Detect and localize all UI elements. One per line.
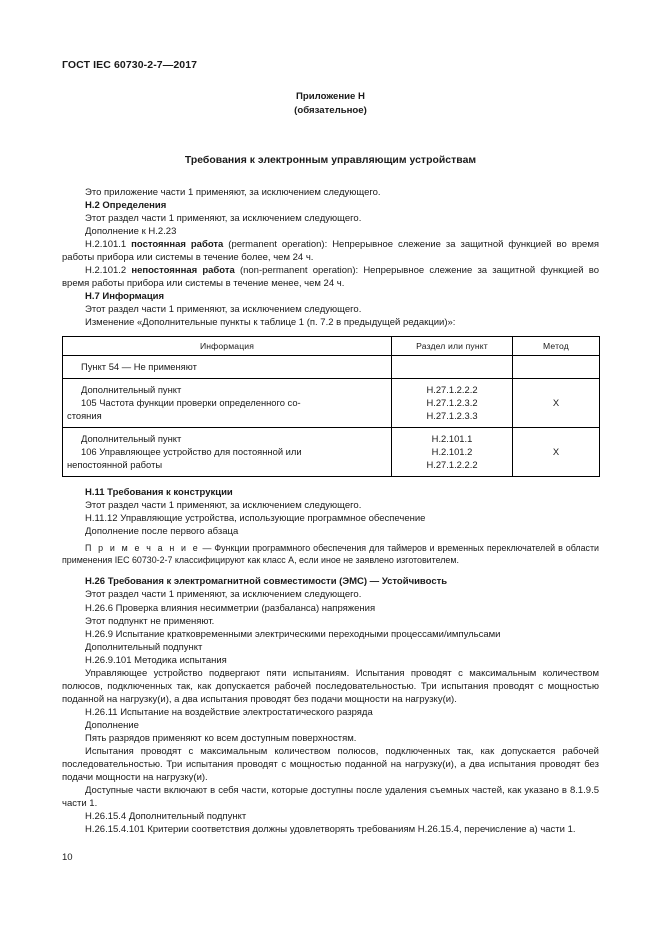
cell-line: Н.2.101.2	[431, 445, 473, 457]
note-software-functions	[62, 542, 599, 566]
heading-h11: Н.11 Требования к конструкции	[85, 486, 233, 498]
paragraph-h26-11-discharges: Пять разрядов применяют ко всем доступным поверхностям.	[85, 733, 357, 744]
paragraph-h11-12: Н.11.12 Управляющие устройства, использующие программное обеспечение	[85, 512, 426, 524]
paragraph-h26-9-101: Н.26.9.101 Методика испытания	[85, 654, 227, 666]
paragraph-h26-11: Н.26.11 Испытание на воздействие электростатического разряда	[85, 706, 373, 718]
cell-line: Дополнительный пункт	[81, 432, 182, 444]
table-header-row	[63, 336, 600, 355]
heading-h2: Н.2 Определения	[85, 200, 167, 212]
cell-clause	[392, 355, 513, 378]
note-label: П р и м е ч а н и е	[85, 543, 200, 554]
definition-text-permanent: (permanent operation): Непрерывное слежение за защитной функцией во время работы прибора или системы в течение более, чем 24 ч.	[62, 239, 599, 264]
paragraph-h26-9-addition: Дополнительный подпункт	[85, 641, 203, 653]
cell-line: Пункт 54 — Не применяют	[81, 360, 197, 372]
paragraph-h2-2: Дополнение к Н.2.23	[85, 226, 177, 238]
paragraph-h26-15-4: Н.26.15.4 Дополнительный подпункт	[85, 811, 247, 823]
cell-method	[513, 427, 600, 476]
cell-clause	[392, 378, 513, 427]
heading-h26: Н.26 Требования к электромагнитной совместимости (ЭМС) — Устойчивость	[85, 576, 448, 588]
cell-information	[63, 355, 392, 378]
table-row	[63, 355, 600, 378]
table-additional-clauses	[62, 336, 600, 477]
definition-number-h2-101-2: Н.2.101.2	[85, 265, 132, 277]
cell-line: стояния	[67, 409, 102, 421]
column-header-clause: Раздел или пункт	[392, 336, 513, 355]
paragraph-h7-2: Изменение «Дополнительные пункты к таблице 1 (п. 7.2 в предыдущей редакции)»:	[85, 317, 456, 329]
definition-term-non-permanent: непостоянная работа	[131, 265, 235, 277]
table-row	[63, 378, 600, 427]
paragraph-h2-1: Этот раздел части 1 применяют, за исключением следующего.	[85, 213, 362, 225]
cell-line: 106 Управляющее устройство для постоянной или	[81, 445, 302, 457]
page-title: Требования к электронным управляющим устройствам	[184, 155, 477, 166]
paragraph-h26-9-101-body: Управляющее устройство подвергают пяти испытаниям. Испытания проводят с максимальным количеством полюсов, подключенных так, как допускается рабочей последовательностью. Три испытания проводят с мощностью поданной на нагрузку(и), а два испытания проводят без подачи мощности на нагрузку(и).	[62, 667, 599, 705]
paragraph-h26-6: Н.26.6 Проверка влияния несимметрии (разбаланса) напряжения	[85, 602, 376, 614]
paragraph-h26-11-tests: Испытания проводят с максимальным количеством полюсов, подключенных так, как допускается рабочей последовательностью. Три испытания проводят с мощностью поданной на нагрузку(и), а два испытания проводят без подачи мощности на нагрузку(и).	[62, 746, 599, 784]
page-content	[62, 0, 599, 935]
cell-line: Н.27.1.2.3.3	[426, 409, 478, 421]
page-number: 10	[62, 852, 73, 863]
cell-line: Н.27.1.2.3.2	[426, 396, 478, 408]
definition-permanent-operation	[62, 238, 599, 264]
definition-text-non-permanent: (non-permanent operation): Непрерывное слежение за защитной функцией во время работы прибора или системы в течение менее, чем 24 ч.	[62, 265, 599, 290]
definition-term-permanent: постоянная работа	[131, 239, 224, 251]
running-head-standard-number: ГОСТ IEC 60730-2-7—2017	[62, 59, 198, 71]
column-header-information: Информация	[63, 336, 392, 355]
table-row	[63, 427, 600, 476]
cell-information	[63, 427, 392, 476]
note-text: — Функции программного обеспечения для таймеров и временных переключателей в области применения IEC 60730-2-7 классифицируют как класс А, если иное не заявлено изготовителем.	[62, 543, 599, 566]
cell-line: 105 Частота функции проверки определенного со-	[81, 396, 301, 408]
cell-information	[63, 378, 392, 427]
paragraph-intro: Это приложение части 1 применяют, за исключением следующего.	[85, 187, 381, 198]
cell-line: Дополнительный пункт	[81, 383, 182, 395]
paragraph-h26-11-accessible-parts: Доступные части включают в себя части, которые доступны после удаления съемных частей, как указано в 8.1.9.5 части 1.	[62, 785, 599, 810]
cell-method	[513, 355, 600, 378]
definition-non-permanent-operation	[62, 264, 599, 290]
paragraph-h26-15-4-101: Н.26.15.4.101 Критерии соответствия должны удовлетворять требованиям Н.26.15.4, перечисление а) части 1.	[85, 824, 576, 836]
cell-line: Н.27.1.2.2.2	[426, 383, 478, 395]
cell-line: Н.2.101.1	[431, 432, 473, 444]
paragraph-h26-11-addition: Дополнение	[85, 719, 139, 731]
heading-h7: Н.7 Информация	[85, 291, 165, 303]
definition-number-h2-101-1: Н.2.101.1	[85, 239, 132, 251]
column-header-method: Метод	[513, 336, 600, 355]
body-text	[62, 186, 599, 836]
cell-method	[513, 378, 600, 427]
paragraph-h11-addition: Дополнение после первого абзаца	[85, 525, 239, 537]
paragraph-h11-1: Этот раздел части 1 применяют, за исключением следующего.	[85, 499, 362, 511]
annex-status: (обязательное)	[294, 104, 367, 116]
cell-line: Н.27.1.2.2.2	[426, 458, 478, 470]
cell-line: непостоянной работы	[67, 458, 163, 470]
paragraph-h7-1: Этот раздел части 1 применяют, за исключением следующего.	[85, 304, 362, 316]
paragraph-h26-6-not-applied: Этот подпункт не применяют.	[85, 615, 215, 627]
paragraph-h26-1: Этот раздел части 1 применяют, за исключением следующего.	[85, 589, 362, 601]
paragraph-h26-9: Н.26.9 Испытание кратковременными электрическими переходными процессами/импульсами	[85, 628, 501, 640]
method-mark: X	[552, 396, 560, 408]
annex-heading	[62, 90, 599, 117]
method-mark: X	[552, 445, 560, 457]
annex-label: Приложение Н	[296, 91, 365, 102]
cell-clause	[392, 427, 513, 476]
